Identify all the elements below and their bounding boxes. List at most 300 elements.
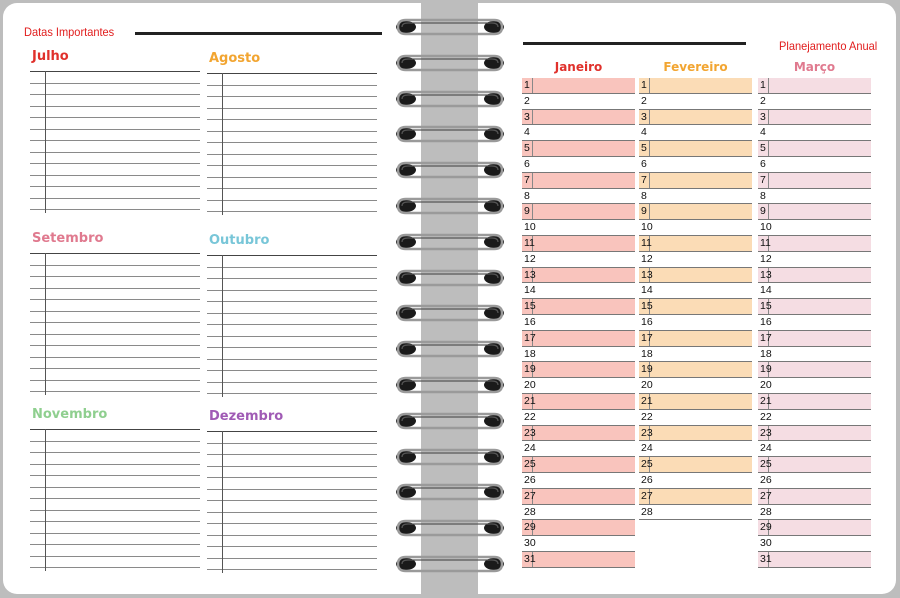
note-line[interactable] xyxy=(207,569,377,570)
calendar-day-row[interactable] xyxy=(758,331,871,347)
calendar-day-row[interactable] xyxy=(522,489,635,505)
note-line[interactable] xyxy=(30,117,200,118)
day-separator xyxy=(532,78,533,93)
calendar-day-row[interactable] xyxy=(639,331,752,347)
day-rule xyxy=(522,567,635,568)
month-title-setembro: Setembro xyxy=(32,231,104,246)
note-line[interactable] xyxy=(207,255,377,256)
day-separator xyxy=(768,78,769,93)
calendar-day-row[interactable] xyxy=(758,299,871,315)
note-line[interactable] xyxy=(207,359,377,360)
calendar-day-row[interactable] xyxy=(758,315,871,331)
day-number: 29 xyxy=(524,521,536,534)
note-line[interactable] xyxy=(207,370,377,371)
calendar-day-row[interactable] xyxy=(522,204,635,220)
note-line[interactable] xyxy=(207,177,377,178)
day-shade xyxy=(522,299,635,314)
day-number: 5 xyxy=(524,142,530,155)
note-line[interactable] xyxy=(30,475,200,476)
spiral-ring xyxy=(392,411,508,431)
note-line[interactable] xyxy=(207,535,377,536)
note-line[interactable] xyxy=(207,267,377,268)
note-line[interactable] xyxy=(207,200,377,201)
calendar-day-row[interactable] xyxy=(758,394,871,410)
spiral-ring xyxy=(392,232,508,252)
notes-block-novembro[interactable] xyxy=(30,429,200,579)
note-line[interactable] xyxy=(207,382,377,383)
day-number: 2 xyxy=(524,94,530,107)
day-number: 17 xyxy=(641,331,653,344)
header-rule-left xyxy=(135,32,382,35)
calendar-day-row[interactable] xyxy=(522,378,635,394)
note-line[interactable] xyxy=(30,498,200,499)
day-number: 10 xyxy=(760,221,772,234)
calendar-day-row[interactable] xyxy=(522,110,635,126)
day-shade xyxy=(522,520,635,535)
day-number: 23 xyxy=(760,426,772,439)
day-number: 31 xyxy=(760,553,772,565)
day-shade xyxy=(522,110,635,125)
note-line[interactable] xyxy=(30,391,200,392)
calendar-day-row[interactable] xyxy=(639,473,752,489)
calendar-day-row[interactable] xyxy=(639,394,752,410)
ring-wire-shadow xyxy=(402,202,498,206)
day-shade xyxy=(522,331,635,346)
calendar-day-row[interactable] xyxy=(758,505,871,521)
ring-wire-shadow xyxy=(402,274,498,278)
note-line[interactable] xyxy=(207,477,377,478)
calendar-day-row[interactable] xyxy=(758,204,871,220)
day-number: 16 xyxy=(524,316,536,328)
calendar-day-row[interactable] xyxy=(522,505,635,521)
note-line[interactable] xyxy=(207,313,377,314)
day-number: 13 xyxy=(641,268,653,281)
notes-block-julho[interactable] xyxy=(30,71,200,221)
day-shade xyxy=(758,457,871,472)
calendar-day-row[interactable] xyxy=(639,268,752,284)
spiral-ring xyxy=(392,89,508,109)
calendar-day-row[interactable] xyxy=(522,410,635,426)
margin-line xyxy=(45,71,46,213)
ring-wire-shadow xyxy=(402,417,498,421)
note-line[interactable] xyxy=(207,454,377,455)
note-line[interactable] xyxy=(30,175,200,176)
calendar-day-row[interactable] xyxy=(639,110,752,126)
note-line[interactable] xyxy=(207,443,377,444)
calendar-day-row[interactable] xyxy=(639,505,752,521)
day-number: 1 xyxy=(760,79,766,91)
calendar-day-row[interactable] xyxy=(758,141,871,157)
spiral-ring xyxy=(392,196,508,216)
calendar-day-row[interactable] xyxy=(522,141,635,157)
month-title-julho: Julho xyxy=(32,49,69,64)
note-line[interactable] xyxy=(207,119,377,120)
calendar-day-row[interactable] xyxy=(522,173,635,189)
note-line[interactable] xyxy=(30,510,200,511)
day-separator xyxy=(768,141,769,156)
note-line[interactable] xyxy=(207,96,377,97)
day-number: 17 xyxy=(524,331,536,344)
day-number: 6 xyxy=(641,158,647,170)
day-number: 21 xyxy=(760,395,772,407)
note-line[interactable] xyxy=(207,85,377,86)
day-number: 18 xyxy=(524,347,536,360)
calendar-day-row[interactable] xyxy=(639,157,752,173)
note-line[interactable] xyxy=(207,154,377,155)
calendar-day-row[interactable] xyxy=(758,552,871,568)
day-shade xyxy=(522,78,635,93)
day-number: 6 xyxy=(524,158,530,170)
notes-block-agosto[interactable] xyxy=(207,73,377,223)
day-number: 12 xyxy=(760,252,772,265)
day-number: 15 xyxy=(524,300,536,313)
day-shade xyxy=(639,173,752,188)
calendar-day-row[interactable] xyxy=(758,268,871,284)
calendar-day-row[interactable] xyxy=(522,268,635,284)
day-number: 20 xyxy=(641,379,653,392)
day-shade xyxy=(639,268,752,283)
day-number: 19 xyxy=(760,363,772,376)
ring-wire-shadow xyxy=(402,95,498,99)
note-line[interactable] xyxy=(207,431,377,432)
note-line[interactable] xyxy=(207,108,377,109)
day-shade xyxy=(758,78,871,93)
day-number: 16 xyxy=(760,316,772,328)
spiral-ring xyxy=(392,124,508,144)
day-shade xyxy=(639,204,752,219)
day-shade xyxy=(639,426,752,441)
left-page xyxy=(3,3,421,594)
notes-block-dezembro[interactable] xyxy=(207,431,377,581)
calendar-day-row[interactable] xyxy=(758,78,871,94)
day-number: 26 xyxy=(760,474,772,486)
note-line[interactable] xyxy=(30,533,200,534)
calendar-day-row[interactable] xyxy=(522,236,635,252)
margin-line xyxy=(222,431,223,573)
note-line[interactable] xyxy=(30,567,200,568)
calendar-day-row[interactable] xyxy=(522,347,635,363)
note-line[interactable] xyxy=(30,441,200,442)
calendar-day-row[interactable] xyxy=(758,252,871,268)
day-shade xyxy=(758,204,871,219)
notes-block-outubro[interactable] xyxy=(207,255,377,405)
day-number: 20 xyxy=(524,379,536,392)
calendar-day-row[interactable] xyxy=(522,520,635,536)
calendar-day-row[interactable] xyxy=(639,236,752,252)
ring-wire-shadow xyxy=(402,309,498,313)
calendar-day-row[interactable] xyxy=(522,252,635,268)
ring-wire-shadow xyxy=(402,381,498,385)
day-number: 14 xyxy=(524,284,536,297)
calendar-day-row[interactable] xyxy=(758,441,871,457)
day-separator xyxy=(768,173,769,188)
calendar-day-row[interactable] xyxy=(522,78,635,94)
note-line[interactable] xyxy=(30,357,200,358)
note-line[interactable] xyxy=(30,71,200,72)
note-line[interactable] xyxy=(207,301,377,302)
note-line[interactable] xyxy=(207,466,377,467)
calendar-day-row[interactable] xyxy=(639,362,752,378)
note-line[interactable] xyxy=(207,324,377,325)
day-number: 5 xyxy=(760,142,766,155)
day-number: 23 xyxy=(641,426,653,439)
note-line[interactable] xyxy=(30,556,200,557)
calendar-day-row[interactable] xyxy=(639,204,752,220)
note-line[interactable] xyxy=(30,253,200,254)
note-line[interactable] xyxy=(30,322,200,323)
calendar-day-row[interactable] xyxy=(522,331,635,347)
day-number: 26 xyxy=(524,474,536,486)
note-line[interactable] xyxy=(30,94,200,95)
calendar-day-row[interactable] xyxy=(522,299,635,315)
day-separator xyxy=(649,141,650,156)
calendar-day-row[interactable] xyxy=(522,94,635,110)
note-line[interactable] xyxy=(207,500,377,501)
spiral-ring xyxy=(392,339,508,359)
note-line[interactable] xyxy=(207,165,377,166)
calendar-day-row[interactable] xyxy=(522,552,635,568)
day-shade xyxy=(639,362,752,377)
day-number: 22 xyxy=(641,410,653,423)
calendar-day-row[interactable] xyxy=(522,426,635,442)
spiral-ring xyxy=(392,554,508,574)
calendar-day-row[interactable] xyxy=(639,426,752,442)
calendar-day-row[interactable] xyxy=(522,536,635,552)
note-line[interactable] xyxy=(30,299,200,300)
day-shade xyxy=(522,173,635,188)
calendar-day-row[interactable] xyxy=(758,378,871,394)
calendar-day-row[interactable] xyxy=(758,457,871,473)
day-number: 19 xyxy=(641,363,653,376)
calendar-day-row[interactable] xyxy=(758,236,871,252)
calendar-day-row[interactable] xyxy=(522,157,635,173)
note-line[interactable] xyxy=(30,83,200,84)
calendar-day-row[interactable] xyxy=(639,410,752,426)
note-line[interactable] xyxy=(207,290,377,291)
note-line[interactable] xyxy=(30,544,200,545)
calendar-day-row[interactable] xyxy=(522,441,635,457)
calendar-day-row[interactable] xyxy=(639,220,752,236)
day-number: 10 xyxy=(641,221,653,234)
calendar-day-row[interactable] xyxy=(639,315,752,331)
note-line[interactable] xyxy=(30,129,200,130)
calendar-day-row[interactable] xyxy=(758,473,871,489)
calendar-day-row[interactable] xyxy=(639,347,752,363)
calendar-day-row[interactable] xyxy=(758,94,871,110)
day-number: 20 xyxy=(760,379,772,392)
day-number: 30 xyxy=(524,537,536,550)
note-line[interactable] xyxy=(30,521,200,522)
day-number: 11 xyxy=(524,237,535,249)
calendar-day-row[interactable] xyxy=(639,299,752,315)
day-number: 4 xyxy=(524,126,530,139)
ring-wire-shadow xyxy=(402,345,498,349)
day-shade xyxy=(758,173,871,188)
calendar-day-row[interactable] xyxy=(639,457,752,473)
ring-wire-shadow xyxy=(402,23,498,27)
notes-block-setembro[interactable] xyxy=(30,253,200,403)
calendar-day-row[interactable] xyxy=(758,283,871,299)
calendar-day-row[interactable] xyxy=(639,283,752,299)
calendar-day-row[interactable] xyxy=(639,378,752,394)
calendar-day-row[interactable] xyxy=(522,189,635,205)
calendar-day-row[interactable] xyxy=(758,110,871,126)
note-line[interactable] xyxy=(30,452,200,453)
calendar-day-row[interactable] xyxy=(522,220,635,236)
calendar-day-row[interactable] xyxy=(758,536,871,552)
note-line[interactable] xyxy=(207,558,377,559)
calendar-day-row[interactable] xyxy=(522,457,635,473)
spiral-ring xyxy=(392,375,508,395)
day-shade xyxy=(758,520,871,535)
day-number: 11 xyxy=(641,237,652,249)
ring-wire-shadow xyxy=(402,166,498,170)
day-number: 19 xyxy=(524,363,536,376)
day-number: 28 xyxy=(760,505,772,518)
day-shade xyxy=(639,457,752,472)
calendar-day-row[interactable] xyxy=(758,220,871,236)
calendar-day-row[interactable] xyxy=(639,125,752,141)
margin-line xyxy=(45,253,46,395)
day-number: 18 xyxy=(641,347,653,360)
day-number: 27 xyxy=(760,489,772,502)
note-line[interactable] xyxy=(207,131,377,132)
note-line[interactable] xyxy=(30,163,200,164)
calendar-day-row[interactable] xyxy=(522,315,635,331)
note-line[interactable] xyxy=(207,211,377,212)
calendar-day-row[interactable] xyxy=(522,394,635,410)
note-line[interactable] xyxy=(30,152,200,153)
day-number: 14 xyxy=(641,284,653,297)
calendar-day-row[interactable] xyxy=(758,157,871,173)
note-line[interactable] xyxy=(30,429,200,430)
calendar-day-row[interactable] xyxy=(639,441,752,457)
calendar-day-row[interactable] xyxy=(639,489,752,505)
note-line[interactable] xyxy=(207,489,377,490)
day-shade xyxy=(758,141,871,156)
calendar-day-row[interactable] xyxy=(758,520,871,536)
note-line[interactable] xyxy=(30,209,200,210)
note-line[interactable] xyxy=(207,73,377,74)
calendar-day-row[interactable] xyxy=(758,489,871,505)
day-number: 1 xyxy=(524,79,530,91)
note-line[interactable] xyxy=(207,523,377,524)
calendar-day-row[interactable] xyxy=(758,347,871,363)
day-number: 17 xyxy=(760,331,772,344)
calendar-day-row[interactable] xyxy=(758,362,871,378)
note-line[interactable] xyxy=(207,546,377,547)
note-line[interactable] xyxy=(30,380,200,381)
day-shade xyxy=(639,110,752,125)
day-shade xyxy=(522,268,635,283)
margin-line xyxy=(45,429,46,571)
calendar-day-row[interactable] xyxy=(758,410,871,426)
note-line[interactable] xyxy=(207,142,377,143)
note-line[interactable] xyxy=(207,512,377,513)
calendar-day-row[interactable] xyxy=(639,252,752,268)
day-number: 10 xyxy=(524,221,536,234)
note-line[interactable] xyxy=(30,487,200,488)
day-separator xyxy=(532,173,533,188)
calendar-day-row[interactable] xyxy=(758,189,871,205)
day-number: 24 xyxy=(760,442,772,455)
day-number: 3 xyxy=(641,110,647,123)
ring-wire-shadow xyxy=(402,453,498,457)
calendar-day-row[interactable] xyxy=(758,426,871,442)
day-number: 24 xyxy=(641,442,653,455)
note-line[interactable] xyxy=(30,334,200,335)
calendar-day-row[interactable] xyxy=(522,283,635,299)
calendar-day-row[interactable] xyxy=(758,125,871,141)
day-shade xyxy=(758,394,871,409)
note-line[interactable] xyxy=(207,188,377,189)
day-number: 31 xyxy=(524,553,536,565)
day-number: 15 xyxy=(641,300,653,313)
note-line[interactable] xyxy=(207,336,377,337)
calendar-day-row[interactable] xyxy=(639,94,752,110)
note-line[interactable] xyxy=(30,265,200,266)
day-number: 27 xyxy=(641,489,653,502)
day-number: 7 xyxy=(760,173,766,186)
day-rule xyxy=(639,519,752,520)
day-number: 8 xyxy=(641,189,647,202)
note-line[interactable] xyxy=(30,345,200,346)
note-line[interactable] xyxy=(30,368,200,369)
day-shade xyxy=(522,141,635,156)
day-number: 9 xyxy=(524,205,530,218)
calendar-day-row[interactable] xyxy=(522,362,635,378)
day-number: 7 xyxy=(641,173,647,186)
note-line[interactable] xyxy=(207,347,377,348)
calendar-day-row[interactable] xyxy=(639,189,752,205)
note-line[interactable] xyxy=(30,288,200,289)
calendar-day-row[interactable] xyxy=(522,473,635,489)
note-line[interactable] xyxy=(30,464,200,465)
day-separator xyxy=(532,204,533,219)
day-number: 30 xyxy=(760,537,772,550)
note-line[interactable] xyxy=(30,276,200,277)
calendar-day-row[interactable] xyxy=(639,141,752,157)
note-line[interactable] xyxy=(30,140,200,141)
calendar-day-row[interactable] xyxy=(639,173,752,189)
day-number: 26 xyxy=(641,474,653,486)
day-number: 25 xyxy=(641,458,653,471)
ring-wire-shadow xyxy=(402,238,498,242)
day-shade xyxy=(639,141,752,156)
day-number: 2 xyxy=(760,94,766,107)
day-shade xyxy=(639,299,752,314)
note-line[interactable] xyxy=(30,106,200,107)
note-line[interactable] xyxy=(30,186,200,187)
calendar-day-row[interactable] xyxy=(522,125,635,141)
note-line[interactable] xyxy=(30,311,200,312)
day-shade xyxy=(758,268,871,283)
note-line[interactable] xyxy=(207,393,377,394)
day-number: 11 xyxy=(760,237,771,249)
calendar-day-row[interactable] xyxy=(639,78,752,94)
day-separator xyxy=(649,110,650,125)
month-title-outubro: Outubro xyxy=(209,233,270,248)
day-number: 24 xyxy=(524,442,536,455)
day-number: 12 xyxy=(524,252,536,265)
note-line[interactable] xyxy=(30,198,200,199)
spiral-ring xyxy=(392,160,508,180)
day-number: 21 xyxy=(641,395,653,407)
day-number: 14 xyxy=(760,284,772,297)
note-line[interactable] xyxy=(207,278,377,279)
day-number: 9 xyxy=(760,205,766,218)
calendar-day-row[interactable] xyxy=(758,173,871,189)
